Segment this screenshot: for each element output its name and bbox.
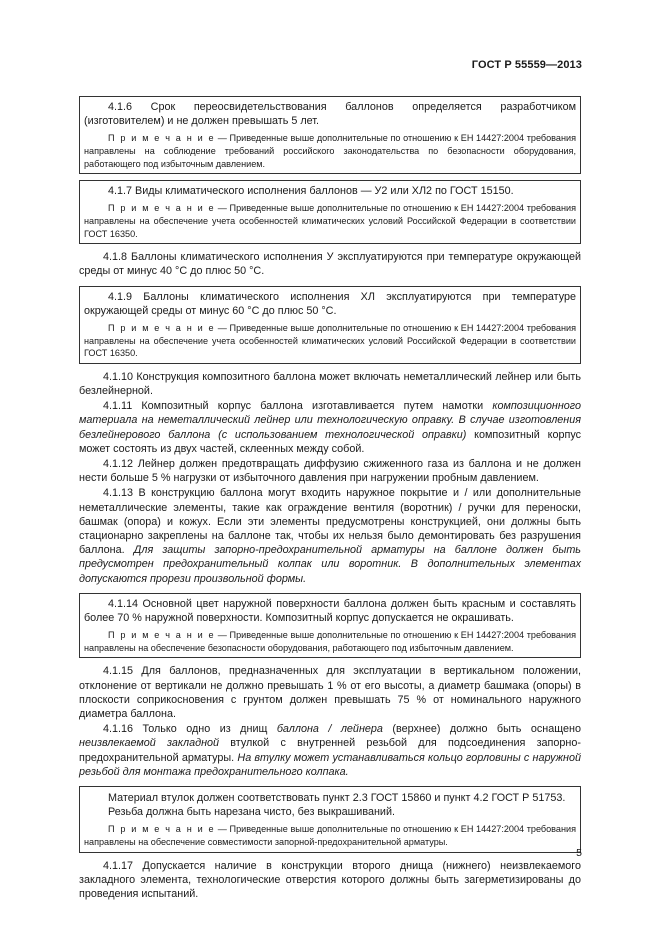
clause-4-1-16-italic-3: На втулку может устанавливаться кольцо горловины с наружной резьбой для монтажа предохранительного колпака. xyxy=(79,751,582,778)
clause-4-1-17-text: 4.1.17 Допускается наличие в конструкции второго днища (нижнего) неизвлекаемого закладного элемента, технологические отверстия которого должны быть загерметизированы до проведения испытаний. xyxy=(79,859,581,901)
clause-4-1-11-tail: композитный корпус может состоять из двух частей, склеенных между собой. xyxy=(79,428,582,455)
clause-4-1-13-lead: 4.1.13 В конструкцию баллона могут входить наружное покрытие и / или дополнительные неметаллические элементы, такие как ограждение вентиля (воротник) / ручки для переноски, башмак (опора) и кожух. Если эти элементы предусмотрены конструкцией, они должны быть стационарно закреплены на баллоне так, чтобы их нельзя было демонтировать без разрушения баллона. xyxy=(79,487,581,557)
page-content xyxy=(79,96,581,901)
clause-4-1-10-text: 4.1.10 Конструкция композитного баллона может включать неметаллический лейнер или быть безлейнерной. xyxy=(79,370,581,397)
bushing-note xyxy=(84,823,576,848)
clause-4-1-9-text: 4.1.9 Баллоны климатического исполнения ХЛ эксплуатируются при температуре окружающей среды от минус 60 °С до плюс 50 °С. xyxy=(84,290,576,317)
clause-4-1-16-mid: (верхнее) должно быть оснащено xyxy=(382,723,581,736)
clause-4-1-12-text: 4.1.12 Лейнер должен предотвращать диффузию сжиженного газа из баллона и не должен нести больше 5 % нагрузки от избыточного давления при нагружении пробным давлением. xyxy=(79,457,581,485)
clause-4-1-14-box xyxy=(79,593,581,659)
clause-4-1-9-note xyxy=(84,322,576,360)
clause-4-1-6-note xyxy=(84,132,576,170)
clause-4-1-8 xyxy=(79,250,581,278)
note-text: — Приведенные выше дополнительные по отношению к ЕН 14427:2004 требования направлены на соблюдение требований российского законодательства по безопасности оборудования, работающего под избыточным давлением. xyxy=(84,133,576,169)
note-label: П р и м е ч а н и е xyxy=(108,322,216,333)
note-text: — Приведенные выше дополнительные по отношению к ЕН 14427:2004 требования направлены на обеспечение совместимости запорной-предохранительной арматуры. xyxy=(84,824,576,848)
clause-4-1-17 xyxy=(79,859,581,902)
clause-4-1-16-lead: 4.1.16 Только одно из днищ xyxy=(103,723,277,736)
clause-4-1-7-note xyxy=(84,202,576,240)
page-number: 5 xyxy=(576,847,582,859)
clause-4-1-16-italic-2: неизвлекаемой закладной xyxy=(79,737,220,750)
note-label: П р и м е ч а н и е xyxy=(108,824,216,835)
clause-4-1-7-text: 4.1.7 Виды климатического исполнения баллонов — У2 или ХЛ2 по ГОСТ 15150. xyxy=(108,185,514,198)
bushing-material-text: Материал втулок должен соответствовать пункт 2.3 ГОСТ 15860 и пункт 4.2 ГОСТ Р 51753. xyxy=(108,792,566,805)
document-code: ГОСТ Р 55559—2013 xyxy=(471,59,582,71)
note-text: — Приведенные выше дополнительные по отношению к ЕН 14427:2004 требования направлены на обеспечение учета особенностей климатических условий Российской Федерации в соответствии ГОСТ 16350. xyxy=(84,203,576,239)
clause-4-1-14-text: 4.1.14 Основной цвет наружной поверхности баллона должен быть красным и составлять более 70 % наружной поверхности. Композитный корпус допускается не окрашивать. xyxy=(84,597,576,625)
clause-4-1-16-text xyxy=(79,722,581,779)
clause-4-1-11-italic: композиционного материала на неметаллический лейнер или технологическую оправку. В случае изготовления безлейнерового баллона (с использованием технологической оправки) xyxy=(79,400,581,441)
clause-4-1-13-italic: Для защиты запорно-предохранительной арматуры на баллоне должен быть предусмотрен предохранительный колпак или воротник. В дополнительных элементах допускаются прорези произвольной формы. xyxy=(79,544,581,585)
clause-4-1-13-text xyxy=(79,486,581,585)
thread-requirement-text: Резьба должна быть нарезана чисто, без выкрашиваний. xyxy=(108,806,395,819)
clauses-4-1-10-to-4-1-13 xyxy=(79,370,581,586)
clauses-4-1-15-to-4-1-16 xyxy=(79,664,581,779)
note-text: — Приведенные выше дополнительные по отношению к ЕН 14427:2004 требования направлены на обеспечение учета особенностей климатических условий Российской Федерации в соответствии ГОСТ 16350. xyxy=(84,322,576,359)
clause-4-1-15-text: 4.1.15 Для баллонов, предназначенных для эксплуатации в вертикальном положении, отклонение от вертикали не должно превышать 1 % от его высоты, а диаметр башмака (опоры) в плоскости соприкосновения с грунтом должен превышать 75 % от номинального наружного диаметра баллона. xyxy=(79,665,581,721)
clause-4-1-8-text: 4.1.8 Баллоны климатического исполнения У эксплуатируются при температуре окружающей среды от минус 40 °С до плюс 50 °С. xyxy=(79,251,581,278)
clause-4-1-6-box xyxy=(79,96,581,174)
note-label: П р и м е ч а н и е xyxy=(108,630,216,641)
note-label: П р и м е ч а н и е xyxy=(108,203,216,214)
clause-4-1-6-text: 4.1.6 Срок переосвидетельствования баллонов определяется разработчиком (изготовителем) и не должен превышать 5 лет. xyxy=(84,101,576,128)
bushing-material-box xyxy=(79,786,581,853)
clause-4-1-11-lead: 4.1.11 Композитный корпус баллона изготавливается путем намотки xyxy=(103,400,493,413)
clause-4-1-11-text xyxy=(79,399,581,456)
note-text: — Приведенные выше дополнительные по отношению к ЕН 14427:2004 требования направлены на обеспечение безопасности оборудования, работающего под избыточным давлением. xyxy=(84,630,576,653)
clause-4-1-7-box xyxy=(79,180,581,244)
note-label: П р и м е ч а н и е xyxy=(108,133,216,144)
clause-4-1-16-mid-2: втулкой с внутренней резьбой для подсоединения запорно-предохранительной арматуры. xyxy=(79,737,581,764)
clause-4-1-16-italic-1: баллона / лейнера xyxy=(276,723,383,736)
clause-4-1-14-note xyxy=(84,629,576,654)
clause-4-1-9-box xyxy=(79,286,581,364)
